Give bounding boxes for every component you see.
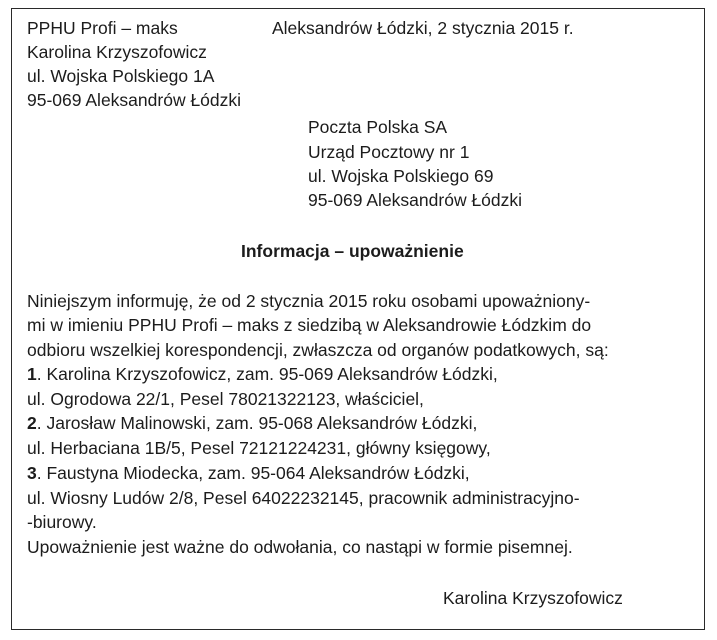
person-2-line xyxy=(27,411,477,435)
person-address: . Jarosław Malinowski, zam. 95-068 Aleksandrów Łódzki, xyxy=(36,413,478,433)
sender-name: PPHU Profi – maks xyxy=(27,18,178,38)
body-intro-line: odbioru wszelkiej korespondencji, zwłaszcza od organów podatkowych, są: xyxy=(27,340,609,360)
person-1-line xyxy=(27,362,498,386)
person-address: . Karolina Krzyszofowicz, zam. 95-069 Aleksandrów Łódzki, xyxy=(36,364,498,384)
body-intro-line: mi w imieniu PPHU Profi – maks z siedzibą w Aleksandrowie Łódzkim do xyxy=(27,315,592,335)
sender-owner: Karolina Krzyszofowicz xyxy=(27,42,207,62)
person-address: . Faustyna Miodecka, zam. 95-064 Aleksandrów Łódzki, xyxy=(36,463,470,483)
signature: Karolina Krzyszofowicz xyxy=(443,588,623,608)
recipient-office: Urząd Pocztowy nr 1 xyxy=(308,142,470,162)
sender-street: ul. Wojska Polskiego 1A xyxy=(27,66,215,86)
person-number: 3 xyxy=(27,463,37,483)
person-1-details: ul. Ogrodowa 22/1, Pesel 78021322123, właściciel, xyxy=(27,389,424,409)
person-2-details: ul. Herbaciana 1B/5, Pesel 72121224231, główny księgowy, xyxy=(27,438,491,458)
closing-sentence: Upoważnienie jest ważne do odwołania, co nastąpi w formie pisemnej. xyxy=(27,537,573,557)
person-3-details-cont: -biurowy. xyxy=(27,512,97,532)
recipient-city: 95-069 Aleksandrów Łódzki xyxy=(308,190,523,210)
person-number: 1 xyxy=(27,364,37,384)
place-date: Aleksandrów Łódzki, 2 stycznia 2015 r. xyxy=(272,18,574,38)
person-3-line xyxy=(27,461,470,485)
sender-city: 95-069 Aleksandrów Łódzki xyxy=(27,90,242,110)
recipient-street: ul. Wojska Polskiego 69 xyxy=(308,166,494,186)
document-title: Informacja – upoważnienie xyxy=(241,241,464,261)
person-3-details: ul. Wiosny Ludów 2/8, Pesel 64022232145, pracownik administracyjno- xyxy=(27,488,580,508)
body-intro-line: Niniejszym informuję, że od 2 stycznia 2015 roku osobami upoważniony- xyxy=(27,291,591,311)
person-number: 2 xyxy=(27,413,37,433)
recipient-name: Poczta Polska SA xyxy=(308,117,448,137)
